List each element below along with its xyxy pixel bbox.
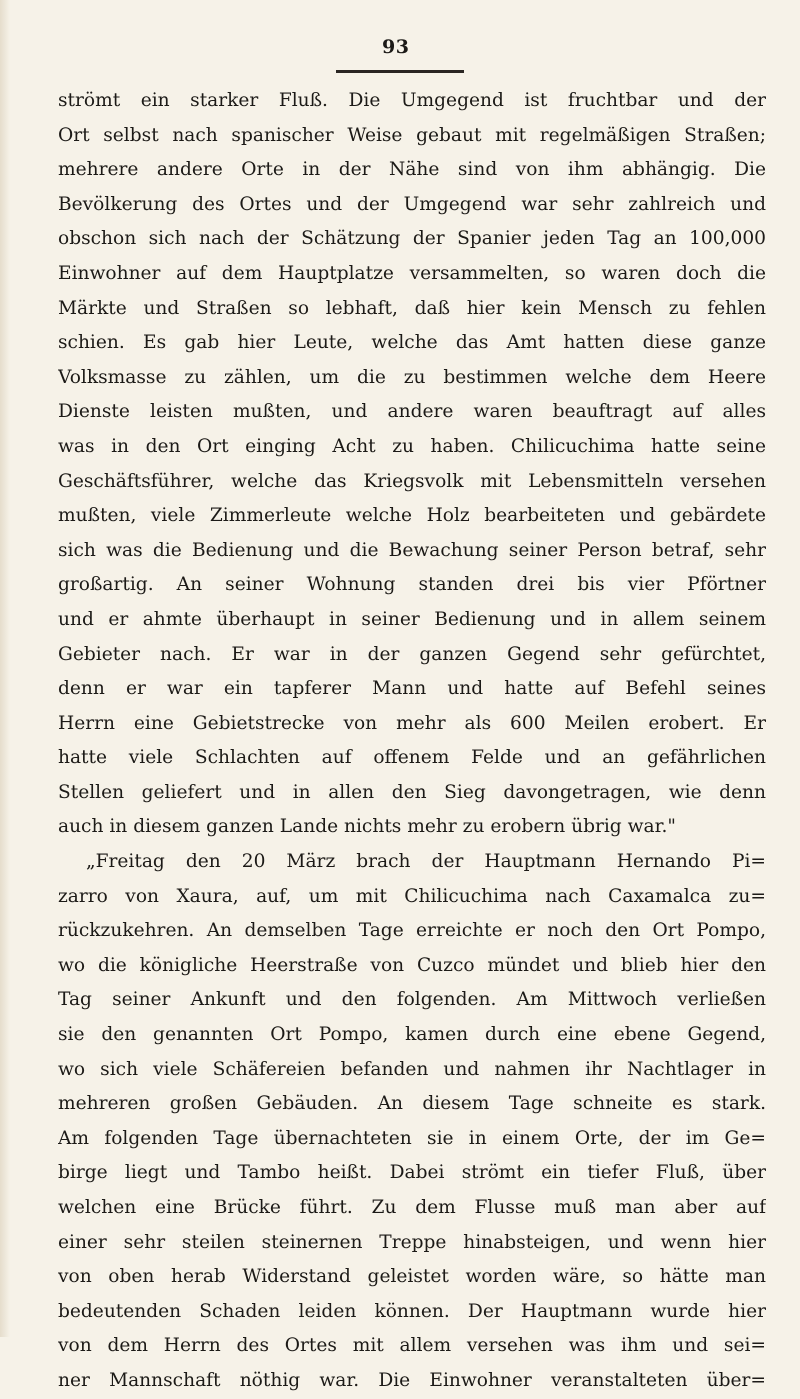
page-binding-edge xyxy=(0,0,10,1337)
page-number: 93 xyxy=(382,36,410,58)
text-line: mehrere andere Orte in der Nähe sind von ihm abhängig. Die xyxy=(58,159,766,181)
text-line: was in den Ort einging Acht zu haben. Chilicuchima hatte seine xyxy=(58,435,766,457)
text-line: bedeutenden Schaden leiden können. Der Hauptmann wurde hier xyxy=(58,1300,766,1322)
text-line: schien. Es gab hier Leute, welche das Amt hatten diese ganze xyxy=(58,332,766,354)
text-line: Einwohner auf dem Hauptplatze versammelten, so waren doch die xyxy=(58,262,766,284)
body-text xyxy=(58,84,766,1399)
text-line: Bevölkerung des Ortes und der Umgegend war sehr zahlreich und xyxy=(58,193,766,215)
paragraph-start-line: „Freitag den 20 März brach der Hauptmann Hernando Pi= xyxy=(86,851,766,873)
text-line: birge liegt und Tambo heißt. Dabei strömt ein tiefer Fluß, über xyxy=(58,1162,766,1184)
text-line: Herrn eine Gebietstrecke von mehr als 600 Meilen erobert. Er xyxy=(58,712,766,734)
text-line: hatte viele Schlachten auf offenem Felde und an gefährlichen xyxy=(58,747,766,769)
text-line: großartig. An seiner Wohnung standen drei bis vier Pförtner xyxy=(58,574,766,596)
text-line: strömt ein starker Fluß. Die Umgegend ist fruchtbar und der xyxy=(58,90,766,111)
text-line: welchen eine Brücke führt. Zu dem Flusse muß man aber auf xyxy=(58,1197,766,1218)
text-line: sich was die Bedienung und die Bewachung seiner Person betraf, sehr xyxy=(58,539,766,561)
text-line: denn er war ein tapferer Mann und hatte auf Befehl seines xyxy=(58,678,766,700)
text-line: Ort selbst nach spanischer Weise gebaut mit regelmäßigen Straßen; xyxy=(58,124,766,146)
text-line: wo die königliche Heerstraße von Cuzco mündet und blieb hier den xyxy=(58,954,766,976)
text-line: einer sehr steilen steinernen Treppe hinabsteigen, und wenn hier xyxy=(58,1231,766,1253)
header-rule xyxy=(336,70,464,73)
text-line: mußten, viele Zimmerleute welche Holz bearbeiteten und gebärdete xyxy=(58,505,766,527)
text-line: Märkte und Straßen so lebhaft, daß hier kein Mensch zu fehlen xyxy=(58,297,766,319)
text-line: sie den genannten Ort Pompo, kamen durch eine ebene Gegend, xyxy=(58,1024,766,1046)
text-line: ner Mannschaft nöthig war. Die Einwohner veranstalteten über= xyxy=(58,1369,766,1391)
text-line: mehreren großen Gebäuden. An diesem Tage schneite es stark. xyxy=(58,1093,766,1115)
text-line: und er ahmte überhaupt in seiner Bedienung und in allem seinem xyxy=(58,608,766,630)
text-line: obschon sich nach der Schätzung der Spanier jeden Tag an 100,000 xyxy=(58,228,766,250)
text-line: Dienste leisten mußten, und andere waren beauftragt auf alles xyxy=(58,401,766,423)
paragraph-end-line: auch in diesem ganzen Lande nichts mehr zu erobern übrig war." xyxy=(58,816,676,838)
text-line: rückzukehren. An demselben Tage erreichte er noch den Ort Pompo, xyxy=(58,920,766,942)
text-line: zarro von Xaura, auf, um mit Chilicuchima nach Caxamalca zu= xyxy=(58,885,766,907)
text-line: von oben herab Widerstand geleistet worden wäre, so hätte man xyxy=(58,1266,766,1288)
text-line: Stellen geliefert und in allen den Sieg davongetragen, wie denn xyxy=(58,781,766,803)
text-line: Geschäftsführer, welche das Kriegsvolk mit Lebensmitteln versehen xyxy=(58,470,766,492)
text-line: Am folgenden Tage übernachteten sie in einem Orte, der im Ge= xyxy=(58,1127,766,1149)
text-line: wo sich viele Schäfereien befanden und nahmen ihr Nachtlager in xyxy=(58,1058,766,1080)
text-line: Tag seiner Ankunft und den folgenden. Am Mittwoch verließen xyxy=(58,989,766,1011)
text-line: Volksmasse zu zählen, um die zu bestimmen welche dem Heere xyxy=(58,366,766,388)
text-line: von dem Herrn des Ortes mit allem versehen was ihm und sei= xyxy=(58,1335,766,1357)
text-line: Gebieter nach. Er war in der ganzen Gegend sehr gefürchtet, xyxy=(58,643,766,665)
